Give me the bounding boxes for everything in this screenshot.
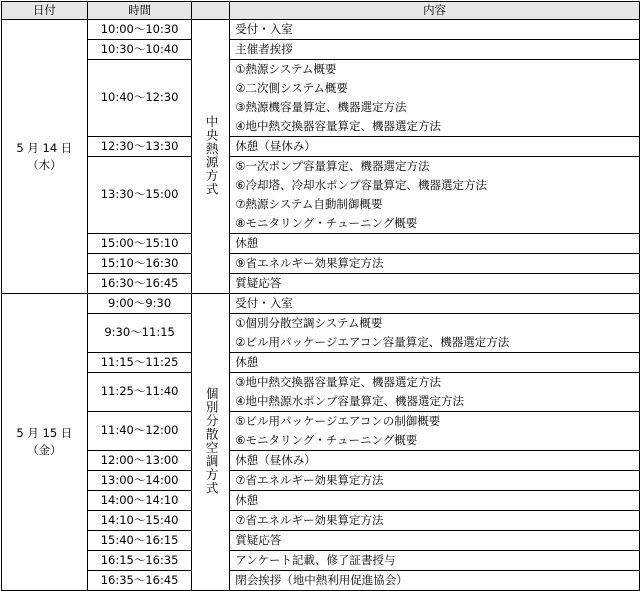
day-date-cell (2, 294, 88, 591)
content-cell (230, 531, 640, 551)
system-type-label: 中央熱源方式 (204, 114, 220, 196)
day-date-cell (2, 20, 88, 294)
content-cell (230, 60, 640, 137)
content-item: 質疑応答 (235, 533, 282, 547)
schedule-row (2, 20, 640, 40)
content-item: 休憩 (235, 493, 259, 507)
content-item: 質疑応答 (235, 276, 282, 290)
content-item: ③地中熱交換器容量算定、機器選定方法 (235, 375, 442, 389)
time-slot: 15:00～15:10 (87, 234, 192, 254)
schedule-row (2, 254, 640, 274)
header-date: 日付 (2, 2, 88, 20)
content-cell (230, 234, 640, 254)
content-item: ⑥モニタリング・チューニング概要 (235, 433, 418, 447)
time-slot: 11:25～11:40 (87, 373, 192, 412)
content-item: ⑤ビル用パッケージエアコンの制御概要 (235, 414, 441, 428)
time-slot: 9:00～9:30 (87, 294, 192, 314)
day-weekday: （金） (27, 443, 62, 457)
header-system-blank (192, 2, 230, 20)
schedule-row (2, 491, 640, 511)
schedule-row (2, 274, 640, 294)
content-item: 閉会挨拶（地中熱利用促進協会） (235, 573, 408, 587)
time-slot: 9:30～11:15 (87, 314, 192, 353)
header-time: 時間 (87, 2, 192, 20)
time-slot: 14:10～15:40 (87, 511, 192, 531)
content-cell (230, 511, 640, 531)
schedule-row (2, 451, 640, 471)
time-slot: 16:35～16:45 (87, 571, 192, 591)
schedule-row (2, 571, 640, 591)
content-item: ⑧モニタリング・チューニング概要 (235, 216, 418, 230)
content-cell (230, 274, 640, 294)
content-item: ⑥冷却塔、冷却水ポンプ容量算定、機器選定方法 (235, 178, 488, 192)
content-item: アンケート記載、修了証書授与 (235, 553, 396, 567)
content-item: ②二次側システム概要 (235, 81, 348, 95)
time-slot: 11:15～11:25 (87, 353, 192, 373)
content-cell (230, 471, 640, 491)
schedule-table (1, 1, 640, 591)
content-item: ④地中熱交換器容量算定、機器選定方法 (235, 119, 442, 133)
schedule-row (2, 412, 640, 451)
content-item: ⑦省エネルギー効果算定方法 (235, 513, 384, 527)
content-cell (230, 157, 640, 234)
content-cell (230, 571, 640, 591)
time-slot: 10:40～12:30 (87, 60, 192, 137)
content-item: 休憩（昼休み） (235, 453, 316, 467)
content-item: 休憩（昼休み） (235, 139, 316, 153)
content-cell (230, 254, 640, 274)
schedule-row (2, 157, 640, 234)
time-slot: 10:00～10:30 (87, 20, 192, 40)
time-slot: 15:10～16:30 (87, 254, 192, 274)
system-type-cell (192, 20, 230, 294)
header-row (2, 2, 640, 20)
time-slot: 14:00～14:10 (87, 491, 192, 511)
schedule-row (2, 137, 640, 157)
content-item: 受付・入室 (235, 296, 293, 310)
schedule-row (2, 234, 640, 254)
day-date: 5 月 15 日 (16, 426, 73, 440)
content-item: ⑦省エネルギー効果算定方法 (235, 473, 384, 487)
content-item: 休憩 (235, 355, 259, 369)
time-slot: 10:30～10:40 (87, 40, 192, 60)
header-content: 内容 (230, 2, 640, 20)
content-item: 受付・入室 (235, 22, 293, 36)
day-date: 5 月 14 日 (16, 140, 73, 155)
content-item: ④地中熱源水ポンプ容量算定、機器選定方法 (235, 394, 465, 408)
schedule-row (2, 353, 640, 373)
content-cell (230, 353, 640, 373)
content-item: 休憩 (235, 236, 259, 250)
system-type-label: 個別分散空調方式 (204, 386, 220, 495)
content-item: ①個別分散空調システム概要 (235, 316, 383, 330)
content-cell (230, 20, 640, 40)
schedule-row (2, 314, 640, 353)
time-slot: 16:30～16:45 (87, 274, 192, 294)
schedule-row (2, 531, 640, 551)
schedule-row (2, 294, 640, 314)
content-cell (230, 491, 640, 511)
content-item: ⑨省エネルギー効果算定方法 (235, 256, 384, 270)
content-cell (230, 373, 640, 412)
schedule-row (2, 40, 640, 60)
content-cell (230, 314, 640, 353)
time-slot: 15:40～16:15 (87, 531, 192, 551)
system-type-cell (192, 294, 230, 591)
schedule-row (2, 511, 640, 531)
content-cell (230, 137, 640, 157)
day-weekday: （木） (27, 157, 62, 172)
schedule-body (2, 20, 640, 591)
time-slot: 13:30～15:00 (87, 157, 192, 234)
time-slot: 11:40～12:00 (87, 412, 192, 451)
schedule-row (2, 373, 640, 412)
time-slot: 12:00～13:00 (87, 451, 192, 471)
content-item: ⑤一次ポンプ容量算定、機器選定方法 (235, 159, 430, 173)
content-cell (230, 40, 640, 60)
content-item: ⑦熱源システム自動制御概要 (235, 197, 383, 211)
time-slot: 16:15～16:35 (87, 551, 192, 571)
content-cell (230, 551, 640, 571)
content-item: ②ビル用パッケージエアコン容量算定、機器選定方法 (235, 335, 510, 349)
content-cell (230, 451, 640, 471)
schedule-row (2, 60, 640, 137)
content-cell (230, 412, 640, 451)
content-cell (230, 294, 640, 314)
time-slot: 13:00～14:00 (87, 471, 192, 491)
content-item: ③熱源機容量算定、機器選定方法 (235, 100, 407, 114)
content-item: ①熱源システム概要 (235, 62, 337, 76)
time-slot: 12:30～13:30 (87, 137, 192, 157)
schedule-row (2, 471, 640, 491)
content-item: 主催者挨拶 (235, 42, 293, 56)
schedule-row (2, 551, 640, 571)
